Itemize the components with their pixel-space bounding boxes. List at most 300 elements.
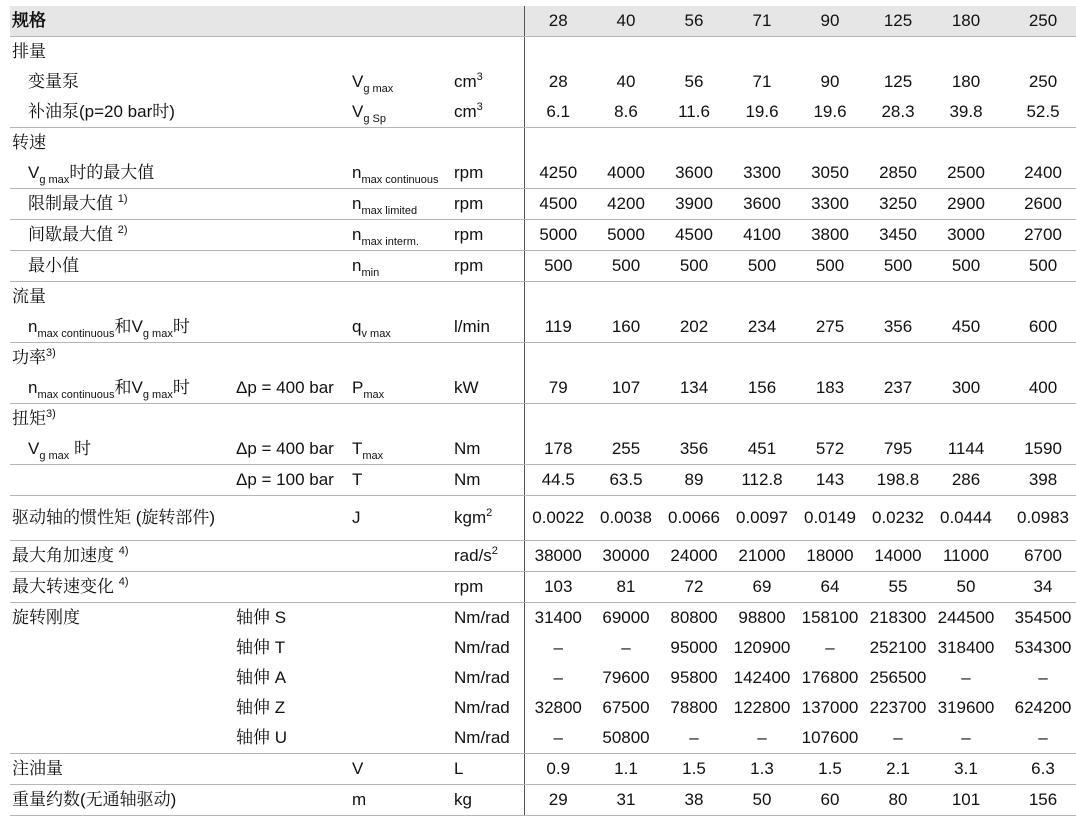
text-part: 时 (69, 439, 92, 458)
unit-cell (452, 67, 524, 97)
spec-row (10, 158, 1076, 189)
condition-cell: 轴伸 Z (236, 698, 286, 717)
value-cell: 8.6 (592, 97, 660, 128)
value-cell: 5000 (524, 220, 592, 251)
symbol-cell (350, 465, 452, 496)
value-cell (524, 37, 592, 68)
text-part: kgm (454, 508, 487, 527)
condition-cell (234, 67, 350, 97)
unit-cell (452, 6, 524, 37)
value-cell: 6.3 (1000, 754, 1076, 785)
spec-row (10, 312, 1076, 343)
symbol-cell (350, 663, 452, 693)
symbol-cell (350, 572, 452, 603)
parameter-label: 旋转刚度 (12, 608, 80, 627)
spec-row (10, 97, 1076, 128)
unit-cell (452, 373, 524, 404)
value-cell: – (524, 723, 592, 754)
parameter-label (10, 572, 234, 603)
value-cell: 71 (752, 72, 772, 91)
value-cell: 0.9 (524, 754, 592, 785)
superscript: 1) (117, 193, 128, 205)
symbol-cell (350, 754, 452, 785)
value-cell: 156 (1000, 785, 1076, 816)
parameter-label (10, 158, 234, 189)
value-cell (728, 282, 796, 313)
value-cell: 400 (1000, 373, 1076, 404)
parameter-label: 重量约数(无通轴驱动) (10, 785, 234, 816)
value-cell: 3050 (796, 158, 864, 189)
subscript: min (361, 267, 380, 279)
symbol-cell (350, 189, 452, 220)
value-cell: 39.8 (932, 97, 1000, 128)
size-header-cell: 180 (932, 6, 1000, 37)
size-header-cell: 71 (728, 6, 796, 37)
symbol-cell (350, 220, 452, 251)
value-cell: 80800 (670, 608, 718, 627)
value-cell: 6.1 (524, 97, 592, 128)
parameter-label (10, 373, 234, 404)
value-cell: 107600 (796, 723, 864, 754)
value-cell: 250 (1028, 72, 1058, 91)
value-cell: 89 (660, 465, 728, 496)
text-part: L (454, 759, 464, 778)
value-cell: 0.0038 (592, 496, 660, 541)
value-cell: 56 (684, 72, 704, 91)
symbol-cell (350, 603, 452, 634)
value-cell (864, 404, 932, 435)
unit-cell (452, 251, 524, 282)
value-cell: 30000 (592, 541, 660, 572)
value-cell: 80 (864, 785, 932, 816)
text-part: V (352, 759, 364, 778)
unit-cell (452, 128, 524, 159)
symbol-cell (350, 97, 452, 128)
value-cell: 500 (728, 251, 796, 282)
value-cell: 63.5 (592, 465, 660, 496)
value-cell: 318400 (937, 638, 995, 657)
value-cell: 38000 (524, 541, 592, 572)
spec-row (10, 633, 1076, 663)
text-part: 时 (172, 378, 190, 397)
spec-row (10, 785, 1076, 816)
subscript: max continuous (37, 389, 115, 401)
text-part: Nm/rad (454, 638, 510, 657)
text-part: V (28, 163, 40, 182)
text-part: q (352, 317, 362, 336)
text-part: rpm (454, 225, 484, 244)
parameter-label: 补油泵(p=20 bar时) (10, 97, 234, 128)
text-part: m (352, 790, 367, 809)
symbol-cell (350, 633, 452, 663)
parameter-label (10, 633, 234, 663)
spec-row (10, 220, 1076, 251)
value-cell: 142400 (733, 668, 791, 687)
text-part: Nm/rad (454, 668, 510, 687)
condition-cell (234, 282, 350, 313)
value-cell: 52.5 (1000, 97, 1076, 128)
value-cell: 29 (524, 785, 592, 816)
value-cell: 244500 (937, 608, 995, 627)
value-cell: 156 (728, 373, 796, 404)
value-cell: – (864, 723, 932, 754)
subscript: g max (142, 328, 173, 340)
superscript: 4) (118, 576, 129, 588)
value-cell: 4100 (728, 220, 796, 251)
subscript: max continuous (361, 174, 439, 186)
unit-cell (452, 312, 524, 343)
value-cell (864, 128, 932, 159)
value-cell (524, 282, 592, 313)
value-cell (932, 404, 1000, 435)
value-cell: 28.3 (864, 97, 932, 128)
value-cell: 2600 (1000, 189, 1076, 220)
value-cell: 3600 (660, 158, 728, 189)
value-cell: 255 (592, 434, 660, 465)
value-cell: – (621, 638, 631, 657)
condition-cell (234, 541, 350, 572)
text-part: V (352, 72, 364, 91)
value-cell: 119 (524, 312, 592, 343)
value-cell: 256500 (869, 668, 927, 687)
value-cell: 319600 (937, 698, 995, 717)
superscript: 3) (46, 408, 56, 420)
symbol-cell (350, 541, 452, 572)
symbol-cell (350, 6, 452, 37)
value-cell (796, 404, 864, 435)
subscript: max limited (361, 205, 418, 217)
parameter-label: 流量 (12, 287, 46, 306)
symbol-cell (350, 128, 452, 159)
unit-cell (452, 785, 524, 816)
value-cell (932, 128, 1000, 159)
value-cell: 79600 (602, 668, 650, 687)
text-part: n (352, 194, 362, 213)
value-cell: 78800 (670, 698, 718, 717)
value-cell: 120900 (733, 638, 791, 657)
spec-row (10, 404, 1076, 435)
value-cell: 500 (864, 251, 932, 282)
value-cell (660, 282, 728, 313)
value-cell: 198.8 (864, 465, 932, 496)
value-cell: 67500 (602, 698, 650, 717)
value-cell: 2850 (864, 158, 932, 189)
spec-row (10, 343, 1076, 374)
condition-cell (234, 128, 350, 159)
unit-cell (452, 282, 524, 313)
value-cell: 0.0444 (932, 496, 1000, 541)
value-cell: – (1038, 668, 1048, 687)
value-cell (1000, 404, 1076, 435)
value-cell: 0.0983 (1000, 496, 1076, 541)
value-cell (592, 282, 660, 313)
superscript: 3 (476, 101, 483, 113)
value-cell: 0.0149 (796, 496, 864, 541)
unit-cell (452, 633, 524, 663)
text-part: n (352, 225, 362, 244)
value-cell (864, 37, 932, 68)
text-part: n (28, 378, 38, 397)
value-cell: 50 (932, 572, 1000, 603)
value-cell: 4200 (592, 189, 660, 220)
condition-cell (234, 220, 350, 251)
value-cell: 176800 (801, 668, 859, 687)
value-cell: 107 (592, 373, 660, 404)
condition-cell: Δp = 400 bar (234, 434, 350, 465)
value-cell: 79 (524, 373, 592, 404)
value-cell: 3.1 (932, 754, 1000, 785)
unit-cell (452, 220, 524, 251)
value-cell: 11000 (932, 541, 1000, 572)
text-part: 时的最大值 (69, 163, 155, 182)
value-cell: 19.6 (728, 97, 796, 128)
text-part: V (352, 102, 364, 121)
value-cell (524, 343, 592, 374)
value-cell: 356 (864, 312, 932, 343)
value-cell: 112.8 (728, 465, 796, 496)
text-part: cm (454, 102, 477, 121)
value-cell: 275 (796, 312, 864, 343)
spec-row (10, 434, 1076, 465)
value-cell: 223700 (869, 698, 927, 717)
text-part: 时 (172, 317, 190, 336)
value-cell: 252100 (869, 638, 927, 657)
value-cell: 69 (728, 572, 796, 603)
size-header-cell: 90 (796, 6, 864, 37)
value-cell (932, 343, 1000, 374)
value-cell: 64 (796, 572, 864, 603)
value-cell: 500 (524, 251, 592, 282)
value-cell: 178 (524, 434, 592, 465)
superscript: 2 (491, 545, 498, 557)
value-cell: 1.1 (592, 754, 660, 785)
text-part: V (28, 439, 40, 458)
superscript: 3) (46, 347, 56, 359)
symbol-cell (350, 404, 452, 435)
value-cell: 137000 (801, 698, 859, 717)
value-cell (660, 128, 728, 159)
spec-row (10, 373, 1076, 404)
value-cell: 202 (660, 312, 728, 343)
value-cell (1000, 282, 1076, 313)
value-cell: 398 (1000, 465, 1076, 496)
text-part: rpm (454, 577, 484, 596)
value-cell: 2700 (1000, 220, 1076, 251)
condition-cell (234, 251, 350, 282)
symbol-cell (350, 434, 452, 465)
value-cell: 500 (592, 251, 660, 282)
value-cell: 60 (796, 785, 864, 816)
value-cell: 354500 (1014, 608, 1072, 627)
text-part: kW (454, 378, 479, 397)
value-cell: 3900 (660, 189, 728, 220)
parameter-label: 变量泵 (28, 72, 79, 91)
value-cell: 500 (932, 251, 1000, 282)
spec-row (10, 189, 1076, 220)
parameter-label (10, 220, 234, 251)
unit-cell (452, 343, 524, 374)
spec-table-body (10, 6, 1076, 816)
value-cell: 19.6 (796, 97, 864, 128)
spec-row (10, 663, 1076, 693)
value-cell: 3600 (728, 189, 796, 220)
unit-cell (452, 189, 524, 220)
text-part: Nm/rad (454, 728, 510, 747)
value-cell (728, 37, 796, 68)
condition-cell: Δp = 400 bar (234, 373, 350, 404)
value-cell: 158100 (801, 608, 859, 627)
value-cell: 500 (796, 251, 864, 282)
value-cell (524, 404, 592, 435)
value-cell: 34 (1000, 572, 1076, 603)
unit-cell (452, 723, 524, 754)
spec-row (10, 282, 1076, 313)
value-cell: 14000 (864, 541, 932, 572)
value-cell: 600 (1000, 312, 1076, 343)
unit-cell (452, 158, 524, 189)
value-cell: 451 (728, 434, 796, 465)
value-cell: 81 (592, 572, 660, 603)
condition-cell (234, 785, 350, 816)
value-cell (660, 37, 728, 68)
value-cell: 180 (951, 72, 981, 91)
value-cell: 2.1 (864, 754, 932, 785)
value-cell: 6700 (1000, 541, 1076, 572)
subscript: max continuous (37, 328, 115, 340)
value-cell: 4250 (524, 158, 592, 189)
value-cell: 1.5 (796, 754, 864, 785)
unit-cell (452, 434, 524, 465)
value-cell: 3800 (796, 220, 864, 251)
parameter-label (10, 723, 234, 754)
text-part: 限制最大值 (28, 194, 118, 213)
text-part: Nm (454, 439, 481, 458)
value-cell: – (932, 723, 1000, 754)
superscript: 4) (118, 545, 129, 557)
symbol-cell (350, 693, 452, 723)
value-cell: 122800 (733, 698, 791, 717)
unit-cell (452, 97, 524, 128)
superscript: 2 (486, 507, 493, 519)
value-cell: 2900 (932, 189, 1000, 220)
value-cell: 95000 (670, 638, 718, 657)
symbol-cell (350, 373, 452, 404)
unit-cell (452, 404, 524, 435)
value-cell: 2400 (1000, 158, 1076, 189)
header-row (10, 6, 1076, 37)
condition-cell (234, 343, 350, 374)
subscript: max (363, 389, 385, 401)
spec-row (10, 693, 1076, 723)
text-part: 最大转速变化 (12, 577, 119, 596)
value-cell: 237 (864, 373, 932, 404)
parameter-label (10, 404, 234, 435)
value-cell: 11.6 (660, 97, 728, 128)
value-cell (592, 343, 660, 374)
value-cell (592, 37, 660, 68)
superscript: 2) (117, 224, 128, 236)
text-part: Nm (454, 470, 481, 489)
condition-cell (234, 404, 350, 435)
size-header-cell: 56 (660, 6, 728, 37)
value-cell: 1144 (932, 434, 1000, 465)
parameter-label (10, 541, 234, 572)
subscript: g max (142, 389, 173, 401)
spec-row (10, 37, 1076, 68)
spec-row (10, 496, 1076, 541)
subscript: max interm. (361, 236, 419, 248)
unit-cell (452, 754, 524, 785)
value-cell (660, 343, 728, 374)
unit-cell (452, 37, 524, 68)
text-part: 和V (114, 378, 143, 397)
parameter-label: 注油量 (10, 754, 234, 785)
text-part: P (352, 378, 364, 397)
condition-cell (234, 312, 350, 343)
value-cell: 31400 (524, 603, 592, 634)
condition-cell: 轴伸 T (236, 638, 286, 657)
value-cell: 125 (883, 72, 913, 91)
text-part: T (352, 439, 363, 458)
unit-cell (452, 541, 524, 572)
condition-cell (234, 754, 350, 785)
value-cell: 3300 (796, 189, 864, 220)
condition-cell: 轴伸 S (236, 608, 287, 627)
value-cell (1000, 343, 1076, 374)
unit-cell (452, 572, 524, 603)
parameter-label: 排量 (12, 42, 46, 61)
value-cell (864, 282, 932, 313)
text-part: J (352, 508, 361, 527)
value-cell: 4500 (660, 220, 728, 251)
symbol-cell (350, 496, 452, 541)
size-header-cell: 125 (864, 6, 932, 37)
parameter-label: 规格 (10, 6, 234, 37)
parameter-label: 驱动轴的惯性矩 (旋转部件) (10, 496, 234, 541)
parameter-label (10, 465, 234, 496)
value-cell: 234 (728, 312, 796, 343)
text-part: rad/s (454, 546, 492, 565)
subscript: g max (363, 83, 394, 95)
spec-row (10, 67, 1076, 97)
parameter-label: 最小值 (10, 251, 234, 282)
value-cell: 4500 (524, 189, 592, 220)
text-part: 和V (114, 317, 143, 336)
value-cell: 286 (932, 465, 1000, 496)
value-cell: 0.0066 (660, 496, 728, 541)
text-part: n (28, 317, 38, 336)
value-cell: 1590 (1000, 434, 1076, 465)
symbol-cell (350, 785, 452, 816)
value-cell: 3450 (864, 220, 932, 251)
size-header-cell: 40 (592, 6, 660, 37)
text-part: n (352, 163, 362, 182)
parameter-label (10, 663, 234, 693)
value-cell (1000, 128, 1076, 159)
condition-cell (234, 158, 350, 189)
text-part: 扭矩 (12, 409, 46, 428)
text-part: rpm (454, 163, 484, 182)
subscript: max (362, 450, 384, 462)
spec-row (10, 465, 1076, 496)
size-header-cell: 28 (524, 6, 592, 37)
value-cell: 624200 (1014, 698, 1072, 717)
symbol-cell (350, 158, 452, 189)
value-cell: – (524, 633, 592, 663)
subscript: v max (361, 328, 391, 340)
value-cell: 356 (660, 434, 728, 465)
parameter-label: 转速 (12, 133, 46, 152)
